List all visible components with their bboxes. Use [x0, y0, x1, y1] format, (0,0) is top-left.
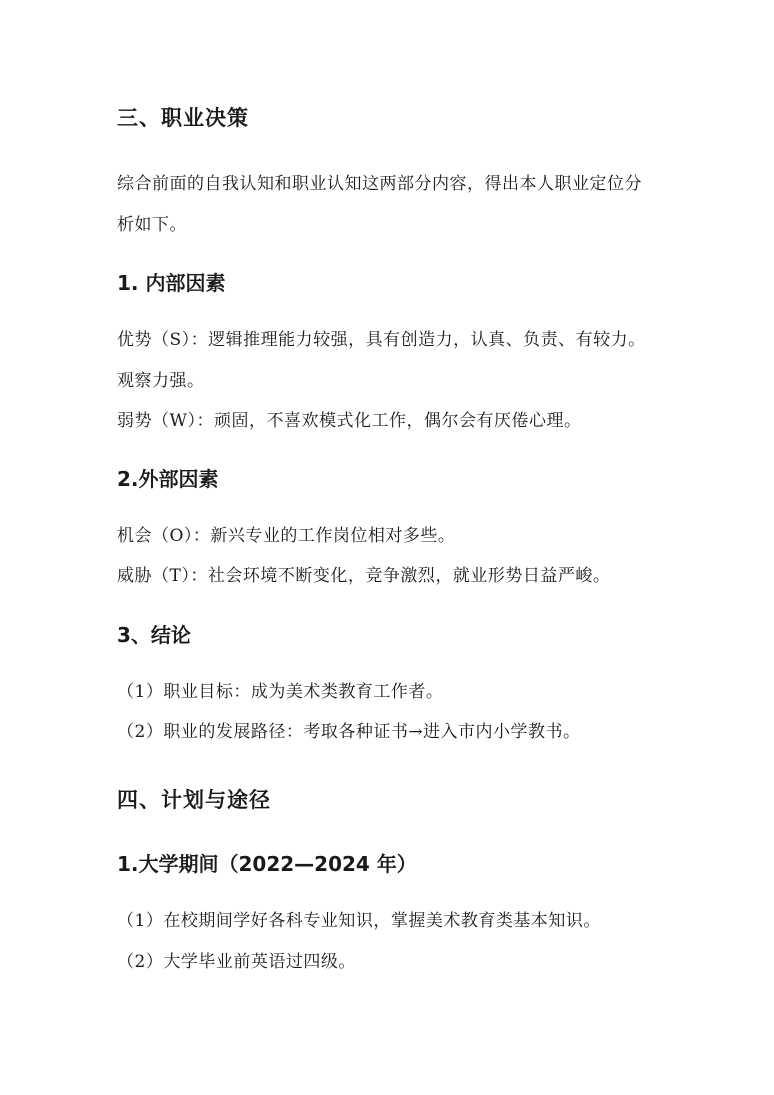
opportunities-line: 机会（O）：新兴专业的工作岗位相对多些。 — [117, 526, 456, 546]
threats-line: 威胁（T）：社会环境不断变化，竞争激烈，就业形势日益严峻。 — [117, 566, 611, 586]
subheading-external-factors: 2.外部因素 — [117, 467, 219, 491]
college-item-1: （1）在校期间学好各科专业知识，掌握美术教育类基本知识。 — [117, 911, 601, 931]
conclusion-item-2: （2）职业的发展路径：考取各种证书→进入市内小学教书。 — [117, 722, 581, 742]
conclusion-item-1: （1）职业目标：成为美术类教育工作者。 — [117, 682, 444, 702]
intro-paragraph-line-1: 综合前面的自我认知和职业认知这两部分内容，得出本人职业定位分 — [117, 174, 642, 194]
strengths-line-1: 优势（S）：逻辑推理能力较强，具有创造力，认真、负责、有较力。 — [117, 330, 646, 350]
weaknesses-line: 弱势（W）：顽固，不喜欢模式化工作，偶尔会有厌倦心理。 — [117, 411, 582, 431]
subheading-conclusion: 3、结论 — [117, 623, 191, 647]
section-heading-plan-and-path: 四、计划与途径 — [117, 788, 271, 812]
strengths-line-2: 观察力强。 — [117, 371, 205, 391]
subheading-college-period: 1.大学期间（2022—2024 年） — [117, 852, 417, 876]
intro-paragraph-line-2: 析如下。 — [117, 215, 187, 235]
subheading-internal-factors: 1. 内部因素 — [117, 271, 226, 295]
section-heading-career-decision: 三、职业决策 — [117, 106, 249, 130]
college-item-2: （2）大学毕业前英语过四级。 — [117, 952, 356, 972]
